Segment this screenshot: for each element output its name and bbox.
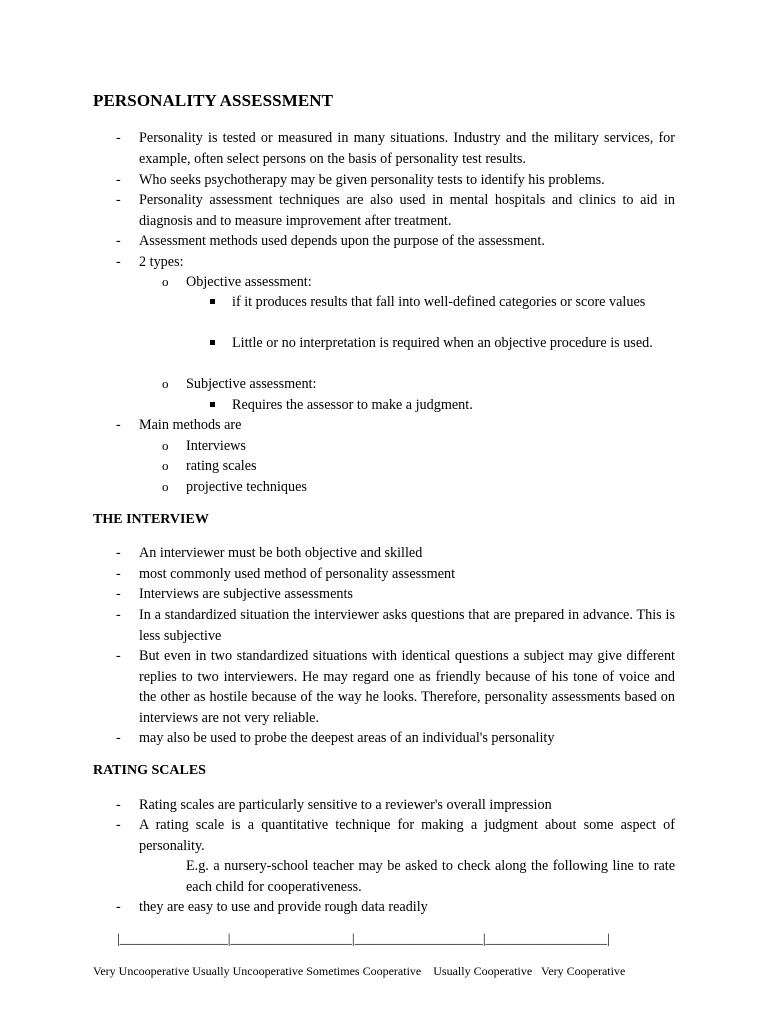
bullet-text: Rating scales are particularly sensitive to a reviewer's overall impression [139, 797, 552, 813]
dash-bullet: - [116, 130, 121, 146]
bullet-text: Personality is tested or measured in many situations. Industry and the military services, for example, often select persons on the basis of personality test results. [139, 130, 675, 167]
circle-bullet: o [162, 438, 169, 453]
subitem-text: Objective assessment: [186, 274, 312, 290]
bullet-text: An interviewer must be both objective and skilled [139, 545, 423, 561]
subitem-text: Interviews [186, 438, 246, 454]
dash-bullet: - [116, 254, 121, 270]
square-bullet [210, 340, 215, 345]
circle-bullet: o [162, 479, 169, 494]
dash-bullet: - [116, 545, 121, 561]
subitem-text: rating scales [186, 458, 257, 474]
subitem-text: Requires the assessor to make a judgment. [232, 397, 473, 413]
circle-bullet: o [162, 274, 169, 289]
subitem-text: Little or no interpretation is required when an objective procedure is used. [232, 335, 653, 351]
dash-bullet: - [116, 607, 121, 623]
bullet-text: Assessment methods used depends upon the purpose of the assessment. [139, 233, 545, 249]
example-text: E.g. a nursery-school teacher may be asked to check along the following line to rate each child for cooperativeness. [186, 858, 675, 895]
dash-bullet: - [116, 899, 121, 915]
bullet-text: Main methods are [139, 417, 242, 433]
subitem-text: Subjective assessment: [186, 376, 317, 392]
bullet-text: 2 types: [139, 254, 184, 270]
bullet-text: may also be used to probe the deepest areas of an individual's personality [139, 730, 555, 746]
dash-bullet: - [116, 730, 121, 746]
section-heading-rating-scales: RATING SCALES [93, 763, 206, 778]
bullet-text: A rating scale is a quantitative technique for making a judgment about some aspect of personality. [139, 817, 675, 854]
page-title: PERSONALITY ASSESSMENT [93, 91, 334, 110]
square-bullet [210, 299, 215, 304]
dash-bullet: - [116, 192, 121, 208]
square-bullet [210, 402, 215, 407]
circle-bullet: o [162, 458, 169, 473]
dash-bullet: - [116, 586, 121, 602]
bullet-text: Personality assessment techniques are also used in mental hospitals and clinics to aid in diagnosis and to measure improvement after treatment. [139, 192, 675, 229]
bullet-text: In a standardized situation the interviewer asks questions that are prepared in advance. This is less subjective [139, 607, 675, 644]
dash-bullet: - [116, 172, 121, 188]
dash-bullet: - [116, 817, 121, 833]
rating-scale-labels: Very Uncooperative Usually Uncooperative Sometimes Cooperative Usually Cooperative Very Cooperative [93, 964, 626, 978]
dash-bullet: - [116, 417, 121, 433]
dash-bullet: - [116, 648, 121, 664]
rating-scale-line: |________________|__________________|___________________|__________________| [117, 931, 610, 946]
bullet-text: Who seeks psychotherapy may be given personality tests to identify his problems. [139, 172, 605, 188]
circle-bullet: o [162, 376, 169, 391]
section-heading-interview: THE INTERVIEW [93, 512, 209, 527]
dash-bullet: - [116, 797, 121, 813]
bullet-text: they are easy to use and provide rough data readily [139, 899, 428, 915]
subitem-text: projective techniques [186, 479, 307, 495]
bullet-text: Interviews are subjective assessments [139, 586, 353, 602]
bullet-text: most commonly used method of personality assessment [139, 566, 456, 582]
dash-bullet: - [116, 233, 121, 249]
subitem-text: if it produces results that fall into well-defined categories or score values [232, 294, 646, 310]
bullet-text: But even in two standardized situations with identical questions a subject may give different replies to two interviewers. He may regard one as friendly because of his tone of voice and the other as hostile because of the way he looks. Therefore, personality assessments based on interviews are not very reliable. [139, 648, 675, 726]
dash-bullet: - [116, 566, 121, 582]
